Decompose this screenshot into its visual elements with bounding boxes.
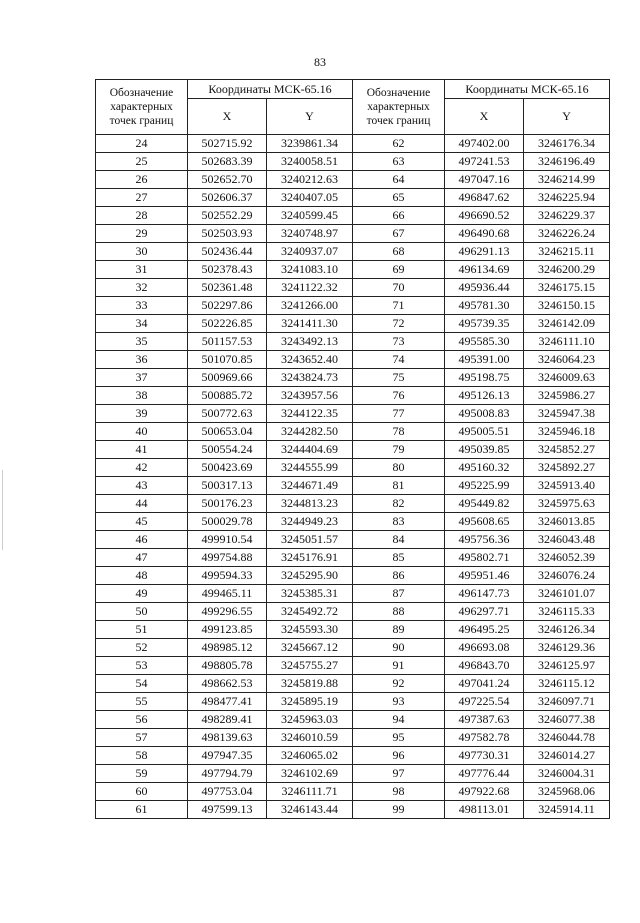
x-coordinate-cell-left: 502361.48: [188, 279, 267, 297]
point-number-cell-right: 70: [353, 279, 445, 297]
x-coordinate-cell-left: 498139.63: [188, 729, 267, 747]
x-coordinate-cell-left: 499465.11: [188, 585, 267, 603]
y-coordinate-cell-left: 3246010.59: [267, 729, 353, 747]
x-coordinate-cell-left: 502378.43: [188, 261, 267, 279]
point-number-cell-left: 57: [96, 729, 188, 747]
y-coordinate-cell-left: 3245051.57: [267, 531, 353, 549]
point-number-cell-left: 50: [96, 603, 188, 621]
table-row: [96, 675, 610, 693]
table-row: [96, 477, 610, 495]
x-coordinate-cell-right: 496690.52: [445, 207, 524, 225]
table-row: [96, 369, 610, 387]
x-coordinate-cell-right: 495225.99: [445, 477, 524, 495]
y-coordinate-cell-right: 3246044.78: [524, 729, 610, 747]
table-row: [96, 495, 610, 513]
point-number-cell-right: 73: [353, 333, 445, 351]
y-coordinate-cell-left: 3246102.69: [267, 765, 353, 783]
y-coordinate-cell-right: 3245913.40: [524, 477, 610, 495]
x-coordinate-cell-right: 495936.44: [445, 279, 524, 297]
x-coordinate-cell-left: 497599.13: [188, 801, 267, 819]
table-row: [96, 711, 610, 729]
x-coordinate-cell-right: 495198.75: [445, 369, 524, 387]
y-coordinate-cell-right: 3245947.38: [524, 405, 610, 423]
x-coordinate-cell-right: 498113.01: [445, 801, 524, 819]
point-label-header-left: Обозначение характерных точек границ: [96, 80, 188, 135]
page-number: 83: [314, 55, 326, 69]
table-row: [96, 243, 610, 261]
y-coordinate-cell-left: 3246065.02: [267, 747, 353, 765]
y-coordinate-cell-right: 3246176.34: [524, 135, 610, 153]
x-coordinate-cell-right: 497922.68: [445, 783, 524, 801]
table-row: [96, 279, 610, 297]
point-number-cell-left: 44: [96, 495, 188, 513]
x-coordinate-cell-right: 495781.30: [445, 297, 524, 315]
point-number-cell-left: 28: [96, 207, 188, 225]
point-number-cell-right: 93: [353, 693, 445, 711]
y-coordinate-cell-right: 3246097.71: [524, 693, 610, 711]
x-coordinate-cell-right: 497387.63: [445, 711, 524, 729]
x-coordinate-cell-left: 498289.41: [188, 711, 267, 729]
x-coordinate-cell-left: 500969.66: [188, 369, 267, 387]
point-number-cell-right: 68: [353, 243, 445, 261]
x-coordinate-cell-left: 498985.12: [188, 639, 267, 657]
y-coordinate-cell-right: 3246200.29: [524, 261, 610, 279]
y-coordinate-cell-left: 3240212.63: [267, 171, 353, 189]
point-number-cell-right: 86: [353, 567, 445, 585]
point-number-cell-left: 49: [96, 585, 188, 603]
y-coordinate-cell-left: 3245963.03: [267, 711, 353, 729]
y-coordinate-cell-left: 3240599.45: [267, 207, 353, 225]
y-coordinate-cell-right: 3246142.09: [524, 315, 610, 333]
y-coordinate-cell-left: 3239861.34: [267, 135, 353, 153]
point-number-cell-left: 47: [96, 549, 188, 567]
y-coordinate-cell-left: 3245176.91: [267, 549, 353, 567]
table-header: [96, 80, 610, 135]
y-coordinate-cell-left: 3245593.30: [267, 621, 353, 639]
y-coordinate-cell-right: 3246196.49: [524, 153, 610, 171]
point-number-cell-right: 84: [353, 531, 445, 549]
y-coordinate-cell-right: 3246225.94: [524, 189, 610, 207]
x-coordinate-cell-right: 495608.65: [445, 513, 524, 531]
y-coordinate-cell-right: 3245986.27: [524, 387, 610, 405]
x-coordinate-cell-right: 495756.36: [445, 531, 524, 549]
point-number-cell-right: 66: [353, 207, 445, 225]
y-coordinate-cell-right: 3246064.23: [524, 351, 610, 369]
point-number-cell-right: 99: [353, 801, 445, 819]
point-number-cell-right: 79: [353, 441, 445, 459]
y-coordinate-cell-right: 3246115.12: [524, 675, 610, 693]
y-coordinate-cell-right: 3246215.11: [524, 243, 610, 261]
y-coordinate-cell-left: 3244404.69: [267, 441, 353, 459]
point-number-cell-left: 30: [96, 243, 188, 261]
y-coordinate-cell-left: 3244282.50: [267, 423, 353, 441]
y-coordinate-cell-left: 3245385.31: [267, 585, 353, 603]
y-coordinate-cell-left: 3245755.27: [267, 657, 353, 675]
table-row: [96, 387, 610, 405]
x-coordinate-cell-right: 497041.24: [445, 675, 524, 693]
y-coordinate-cell-right: 3246013.85: [524, 513, 610, 531]
x-coordinate-cell-left: 498477.41: [188, 693, 267, 711]
y-coordinate-cell-right: 3246077.38: [524, 711, 610, 729]
point-number-cell-left: 61: [96, 801, 188, 819]
x-coordinate-cell-left: 500554.24: [188, 441, 267, 459]
point-number-cell-right: 98: [353, 783, 445, 801]
point-number-cell-left: 36: [96, 351, 188, 369]
x-coordinate-cell-right: 495951.46: [445, 567, 524, 585]
point-number-cell-left: 45: [96, 513, 188, 531]
point-number-cell-left: 29: [96, 225, 188, 243]
point-number-cell-right: 82: [353, 495, 445, 513]
x-coordinate-cell-left: 497794.79: [188, 765, 267, 783]
x-coordinate-cell-left: 497947.35: [188, 747, 267, 765]
y-coordinate-cell-left: 3243824.73: [267, 369, 353, 387]
point-number-cell-right: 78: [353, 423, 445, 441]
point-number-cell-left: 24: [96, 135, 188, 153]
y-coordinate-cell-right: 3246043.48: [524, 531, 610, 549]
y-coordinate-cell-right: 3245975.63: [524, 495, 610, 513]
point-number-cell-left: 34: [96, 315, 188, 333]
x-coordinate-cell-right: 496291.13: [445, 243, 524, 261]
x-coordinate-cell-right: 496847.62: [445, 189, 524, 207]
coordinates-table: [95, 79, 610, 819]
x-coordinate-cell-left: 502552.29: [188, 207, 267, 225]
y-coordinate-cell-right: 3246125.97: [524, 657, 610, 675]
y-coordinate-cell-right: 3246009.63: [524, 369, 610, 387]
x-coordinate-cell-right: 496693.08: [445, 639, 524, 657]
y-coordinate-cell-left: 3240058.51: [267, 153, 353, 171]
table-row: [96, 513, 610, 531]
y-coordinate-cell-right: 3246014.27: [524, 747, 610, 765]
y-coordinate-cell-right: 3246226.24: [524, 225, 610, 243]
x-coordinate-cell-right: 495008.83: [445, 405, 524, 423]
y-coordinate-cell-right: 3246214.99: [524, 171, 610, 189]
x-coordinate-cell-right: 497241.53: [445, 153, 524, 171]
x-header-left: X: [188, 99, 267, 135]
y-coordinate-cell-right: 3246052.39: [524, 549, 610, 567]
y-coordinate-cell-left: 3241411.30: [267, 315, 353, 333]
x-coordinate-cell-left: 500653.04: [188, 423, 267, 441]
point-number-cell-right: 65: [353, 189, 445, 207]
point-number-cell-left: 39: [96, 405, 188, 423]
y-coordinate-cell-right: 3246101.07: [524, 585, 610, 603]
y-header-left: Y: [267, 99, 353, 135]
x-coordinate-cell-right: 497402.00: [445, 135, 524, 153]
x-coordinate-cell-left: 501070.85: [188, 351, 267, 369]
point-number-cell-right: 74: [353, 351, 445, 369]
y-coordinate-cell-right: 3246111.10: [524, 333, 610, 351]
scan-edge-mark: [2, 470, 3, 550]
table-row: [96, 153, 610, 171]
x-coordinate-cell-right: 497225.54: [445, 693, 524, 711]
point-number-cell-left: 46: [96, 531, 188, 549]
y-coordinate-cell-right: 3246150.15: [524, 297, 610, 315]
x-coordinate-cell-left: 500772.63: [188, 405, 267, 423]
y-coordinate-cell-left: 3240407.05: [267, 189, 353, 207]
y-coordinate-cell-left: 3245895.19: [267, 693, 353, 711]
coord-system-header-right: Координаты МСК-65.16: [445, 80, 610, 99]
x-coordinate-cell-left: 501157.53: [188, 333, 267, 351]
y-coordinate-cell-left: 3243957.56: [267, 387, 353, 405]
x-coordinate-cell-right: 495739.35: [445, 315, 524, 333]
y-coordinate-cell-left: 3246143.44: [267, 801, 353, 819]
x-coordinate-cell-left: 502652.70: [188, 171, 267, 189]
x-coordinate-cell-right: 495802.71: [445, 549, 524, 567]
point-number-cell-left: 56: [96, 711, 188, 729]
x-coordinate-cell-left: 500423.69: [188, 459, 267, 477]
x-coordinate-cell-left: 502436.44: [188, 243, 267, 261]
y-coordinate-cell-right: 3246175.15: [524, 279, 610, 297]
table-row: [96, 459, 610, 477]
point-number-cell-right: 64: [353, 171, 445, 189]
point-number-cell-left: 43: [96, 477, 188, 495]
x-coordinate-cell-right: 495160.32: [445, 459, 524, 477]
point-number-cell-left: 59: [96, 765, 188, 783]
y-coordinate-cell-left: 3244671.49: [267, 477, 353, 495]
y-coordinate-cell-left: 3245295.90: [267, 567, 353, 585]
table-row: [96, 549, 610, 567]
x-coordinate-cell-left: 499296.55: [188, 603, 267, 621]
point-number-cell-right: 88: [353, 603, 445, 621]
y-coordinate-cell-right: 3245892.27: [524, 459, 610, 477]
point-number-cell-left: 55: [96, 693, 188, 711]
point-label-header-right: Обозначение характерных точек границ: [353, 80, 445, 135]
x-coordinate-cell-left: 499123.85: [188, 621, 267, 639]
point-number-cell-right: 94: [353, 711, 445, 729]
table-row: [96, 531, 610, 549]
table-row: [96, 207, 610, 225]
point-number-cell-right: 63: [353, 153, 445, 171]
point-number-cell-right: 72: [353, 315, 445, 333]
x-coordinate-cell-right: 497776.44: [445, 765, 524, 783]
point-number-cell-right: 76: [353, 387, 445, 405]
point-number-cell-right: 67: [353, 225, 445, 243]
point-number-cell-left: 33: [96, 297, 188, 315]
x-coordinate-cell-left: 502503.93: [188, 225, 267, 243]
table-row: [96, 351, 610, 369]
y-header-right: Y: [524, 99, 610, 135]
x-coordinate-cell-right: 496843.70: [445, 657, 524, 675]
x-coordinate-cell-left: 499594.33: [188, 567, 267, 585]
point-number-cell-right: 75: [353, 369, 445, 387]
y-coordinate-cell-left: 3245819.88: [267, 675, 353, 693]
table-row: [96, 603, 610, 621]
table-row: [96, 297, 610, 315]
x-coordinate-cell-right: 497730.31: [445, 747, 524, 765]
y-coordinate-cell-left: 3244949.23: [267, 513, 353, 531]
table-row: [96, 801, 610, 819]
point-number-cell-right: 92: [353, 675, 445, 693]
y-coordinate-cell-right: 3246129.36: [524, 639, 610, 657]
table-row: [96, 765, 610, 783]
table-row: [96, 639, 610, 657]
x-coordinate-cell-left: 502683.39: [188, 153, 267, 171]
y-coordinate-cell-left: 3241266.00: [267, 297, 353, 315]
point-number-cell-right: 83: [353, 513, 445, 531]
point-number-cell-left: 58: [96, 747, 188, 765]
point-number-cell-left: 54: [96, 675, 188, 693]
y-coordinate-cell-left: 3240748.97: [267, 225, 353, 243]
point-number-cell-left: 42: [96, 459, 188, 477]
point-number-cell-left: 40: [96, 423, 188, 441]
point-number-cell-left: 48: [96, 567, 188, 585]
table-row: [96, 315, 610, 333]
y-coordinate-cell-left: 3244555.99: [267, 459, 353, 477]
x-coordinate-cell-right: 496147.73: [445, 585, 524, 603]
y-coordinate-cell-left: 3240937.07: [267, 243, 353, 261]
x-header-right: X: [445, 99, 524, 135]
x-coordinate-cell-right: 495391.00: [445, 351, 524, 369]
y-coordinate-cell-right: 3245914.11: [524, 801, 610, 819]
y-coordinate-cell-right: 3246115.33: [524, 603, 610, 621]
x-coordinate-cell-right: 495126.13: [445, 387, 524, 405]
point-number-cell-left: 52: [96, 639, 188, 657]
x-coordinate-cell-left: 502715.92: [188, 135, 267, 153]
y-coordinate-cell-right: 3246076.24: [524, 567, 610, 585]
point-number-cell-right: 95: [353, 729, 445, 747]
y-coordinate-cell-right: 3245852.27: [524, 441, 610, 459]
table-body: [96, 135, 610, 819]
x-coordinate-cell-right: 495039.85: [445, 441, 524, 459]
point-number-cell-left: 27: [96, 189, 188, 207]
x-coordinate-cell-left: 498662.53: [188, 675, 267, 693]
y-coordinate-cell-right: 3246004.31: [524, 765, 610, 783]
point-number-cell-right: 89: [353, 621, 445, 639]
point-number-cell-right: 69: [353, 261, 445, 279]
table-row: [96, 441, 610, 459]
table-row: [96, 657, 610, 675]
y-coordinate-cell-left: 3243492.13: [267, 333, 353, 351]
x-coordinate-cell-left: 502297.86: [188, 297, 267, 315]
point-number-cell-right: 71: [353, 297, 445, 315]
x-coordinate-cell-left: 500317.13: [188, 477, 267, 495]
table-row: [96, 171, 610, 189]
point-number-cell-left: 37: [96, 369, 188, 387]
x-coordinate-cell-right: 496297.71: [445, 603, 524, 621]
table-row: [96, 405, 610, 423]
point-number-cell-left: 25: [96, 153, 188, 171]
x-coordinate-cell-left: 500029.78: [188, 513, 267, 531]
point-number-cell-right: 77: [353, 405, 445, 423]
point-number-cell-right: 62: [353, 135, 445, 153]
point-number-cell-left: 38: [96, 387, 188, 405]
y-coordinate-cell-right: 3246126.34: [524, 621, 610, 639]
y-coordinate-cell-right: 3246229.37: [524, 207, 610, 225]
table-row: [96, 567, 610, 585]
table-row: [96, 729, 610, 747]
point-number-cell-right: 81: [353, 477, 445, 495]
x-coordinate-cell-right: 495005.51: [445, 423, 524, 441]
x-coordinate-cell-right: 496134.69: [445, 261, 524, 279]
header-row-top: [96, 80, 610, 99]
y-coordinate-cell-left: 3244813.23: [267, 495, 353, 513]
table-row: [96, 333, 610, 351]
x-coordinate-cell-right: 496495.25: [445, 621, 524, 639]
x-coordinate-cell-right: 496490.68: [445, 225, 524, 243]
point-number-cell-left: 35: [96, 333, 188, 351]
point-number-cell-right: 80: [353, 459, 445, 477]
y-coordinate-cell-left: 3244122.35: [267, 405, 353, 423]
x-coordinate-cell-right: 495585.30: [445, 333, 524, 351]
x-coordinate-cell-left: 497753.04: [188, 783, 267, 801]
table-row: [96, 693, 610, 711]
table-row: [96, 585, 610, 603]
y-coordinate-cell-left: 3245667.12: [267, 639, 353, 657]
table-row: [96, 225, 610, 243]
x-coordinate-cell-left: 502606.37: [188, 189, 267, 207]
point-number-cell-left: 31: [96, 261, 188, 279]
point-number-cell-right: 97: [353, 765, 445, 783]
point-number-cell-right: 85: [353, 549, 445, 567]
y-coordinate-cell-left: 3241083.10: [267, 261, 353, 279]
x-coordinate-cell-left: 499754.88: [188, 549, 267, 567]
x-coordinate-cell-left: 502226.85: [188, 315, 267, 333]
y-coordinate-cell-left: 3246111.71: [267, 783, 353, 801]
x-coordinate-cell-right: 495449.82: [445, 495, 524, 513]
x-coordinate-cell-left: 499910.54: [188, 531, 267, 549]
table-row: [96, 747, 610, 765]
point-number-cell-right: 91: [353, 657, 445, 675]
point-number-cell-left: 51: [96, 621, 188, 639]
x-coordinate-cell-left: 500885.72: [188, 387, 267, 405]
point-number-cell-right: 96: [353, 747, 445, 765]
point-number-cell-right: 90: [353, 639, 445, 657]
point-number-cell-left: 26: [96, 171, 188, 189]
table-row: [96, 621, 610, 639]
y-coordinate-cell-left: 3241122.32: [267, 279, 353, 297]
y-coordinate-cell-left: 3243652.40: [267, 351, 353, 369]
table-row: [96, 423, 610, 441]
coord-system-header-left: Координаты МСК-65.16: [188, 80, 353, 99]
table-row: [96, 189, 610, 207]
x-coordinate-cell-left: 498805.78: [188, 657, 267, 675]
table-row: [96, 261, 610, 279]
y-coordinate-cell-right: 3245968.06: [524, 783, 610, 801]
point-number-cell-right: 87: [353, 585, 445, 603]
table-row: [96, 135, 610, 153]
point-number-cell-left: 41: [96, 441, 188, 459]
x-coordinate-cell-left: 500176.23: [188, 495, 267, 513]
y-coordinate-cell-right: 3245946.18: [524, 423, 610, 441]
y-coordinate-cell-left: 3245492.72: [267, 603, 353, 621]
point-number-cell-left: 32: [96, 279, 188, 297]
x-coordinate-cell-right: 497047.16: [445, 171, 524, 189]
point-number-cell-left: 60: [96, 783, 188, 801]
x-coordinate-cell-right: 497582.78: [445, 729, 524, 747]
point-number-cell-left: 53: [96, 657, 188, 675]
table-row: [96, 783, 610, 801]
